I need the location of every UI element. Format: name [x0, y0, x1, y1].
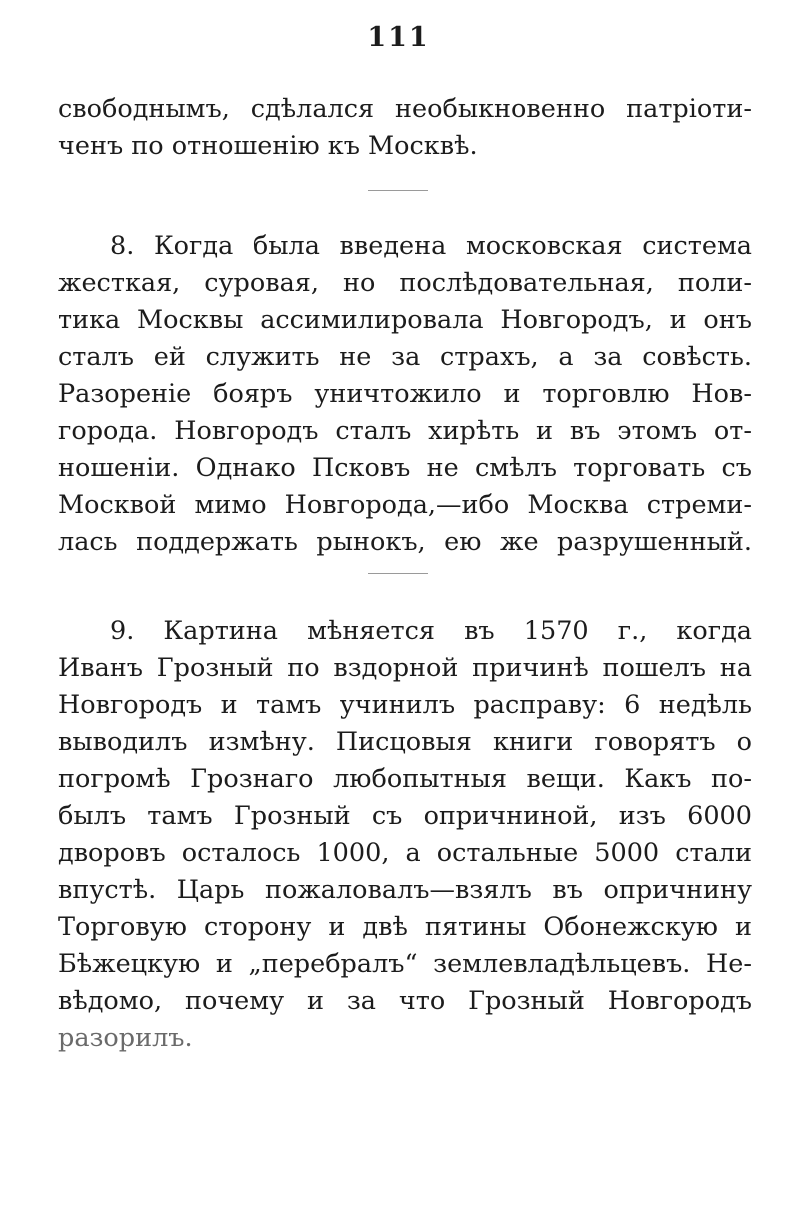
text-line: ношеніи. Однако Псковъ не смѣлъ торговать съ	[58, 453, 752, 483]
text-line: Новгородъ и тамъ учинилъ расправу: 6 недѣль	[58, 690, 752, 720]
text-line: впустѣ. Царь пожаловалъ—взялъ въ опричнину	[58, 875, 752, 905]
section-divider	[368, 573, 428, 574]
text-line: былъ тамъ Грозный съ опричниной, изъ 6000	[58, 801, 752, 831]
text-line: города. Новгородъ сталъ хирѣть и въ этомъ от-	[58, 416, 752, 446]
text-line: дворовъ осталось 1000, а остальные 5000 стали	[58, 838, 752, 868]
text-line: сталъ ей служить не за страхъ, а за совѣсть.	[58, 342, 752, 372]
section-9-first-line: 9. Картина мѣняется въ 1570 г., когда	[110, 616, 752, 646]
text-line: ченъ по отношенію къ Москвѣ.	[58, 131, 478, 161]
text-line: Разореніе бояръ уничтожило и торговлю Нов-	[58, 379, 752, 409]
text-line: погромѣ Грознаго любопытныя вещи. Какъ по-	[58, 764, 752, 794]
text-line: Торговую сторону и двѣ пятины Обонежскую и	[58, 912, 752, 942]
text-line: Москвой мимо Новгорода,—ибо Москва стреми-	[58, 490, 752, 520]
text-line: Иванъ Грозный по вздорной причинѣ пошелъ на	[58, 653, 752, 683]
section-divider	[368, 190, 428, 191]
page-number: 111	[367, 22, 430, 53]
text-line: выводилъ измѣну. Писцовыя книги говорятъ о	[58, 727, 752, 757]
text-line: вѣдомо, почему и за что Грозный Новгородъ	[58, 986, 752, 1016]
text-line: тика Москвы ассимилировала Новгородъ, и онъ	[58, 305, 752, 335]
text-line: разорилъ.	[58, 1023, 193, 1053]
text-line: Бѣжецкую и „перебралъ“ землевладѣльцевъ. Не-	[58, 949, 752, 979]
text-line: свободнымъ, сдѣлался необыкновенно патріоти-	[58, 94, 752, 124]
text-line: жесткая, суровая, но послѣдовательная, поли-	[58, 268, 752, 298]
text-line: лась поддержать рынокъ, ею же разрушенный.	[58, 527, 752, 557]
section-8-first-line: 8. Когда была введена московская система	[110, 231, 752, 261]
